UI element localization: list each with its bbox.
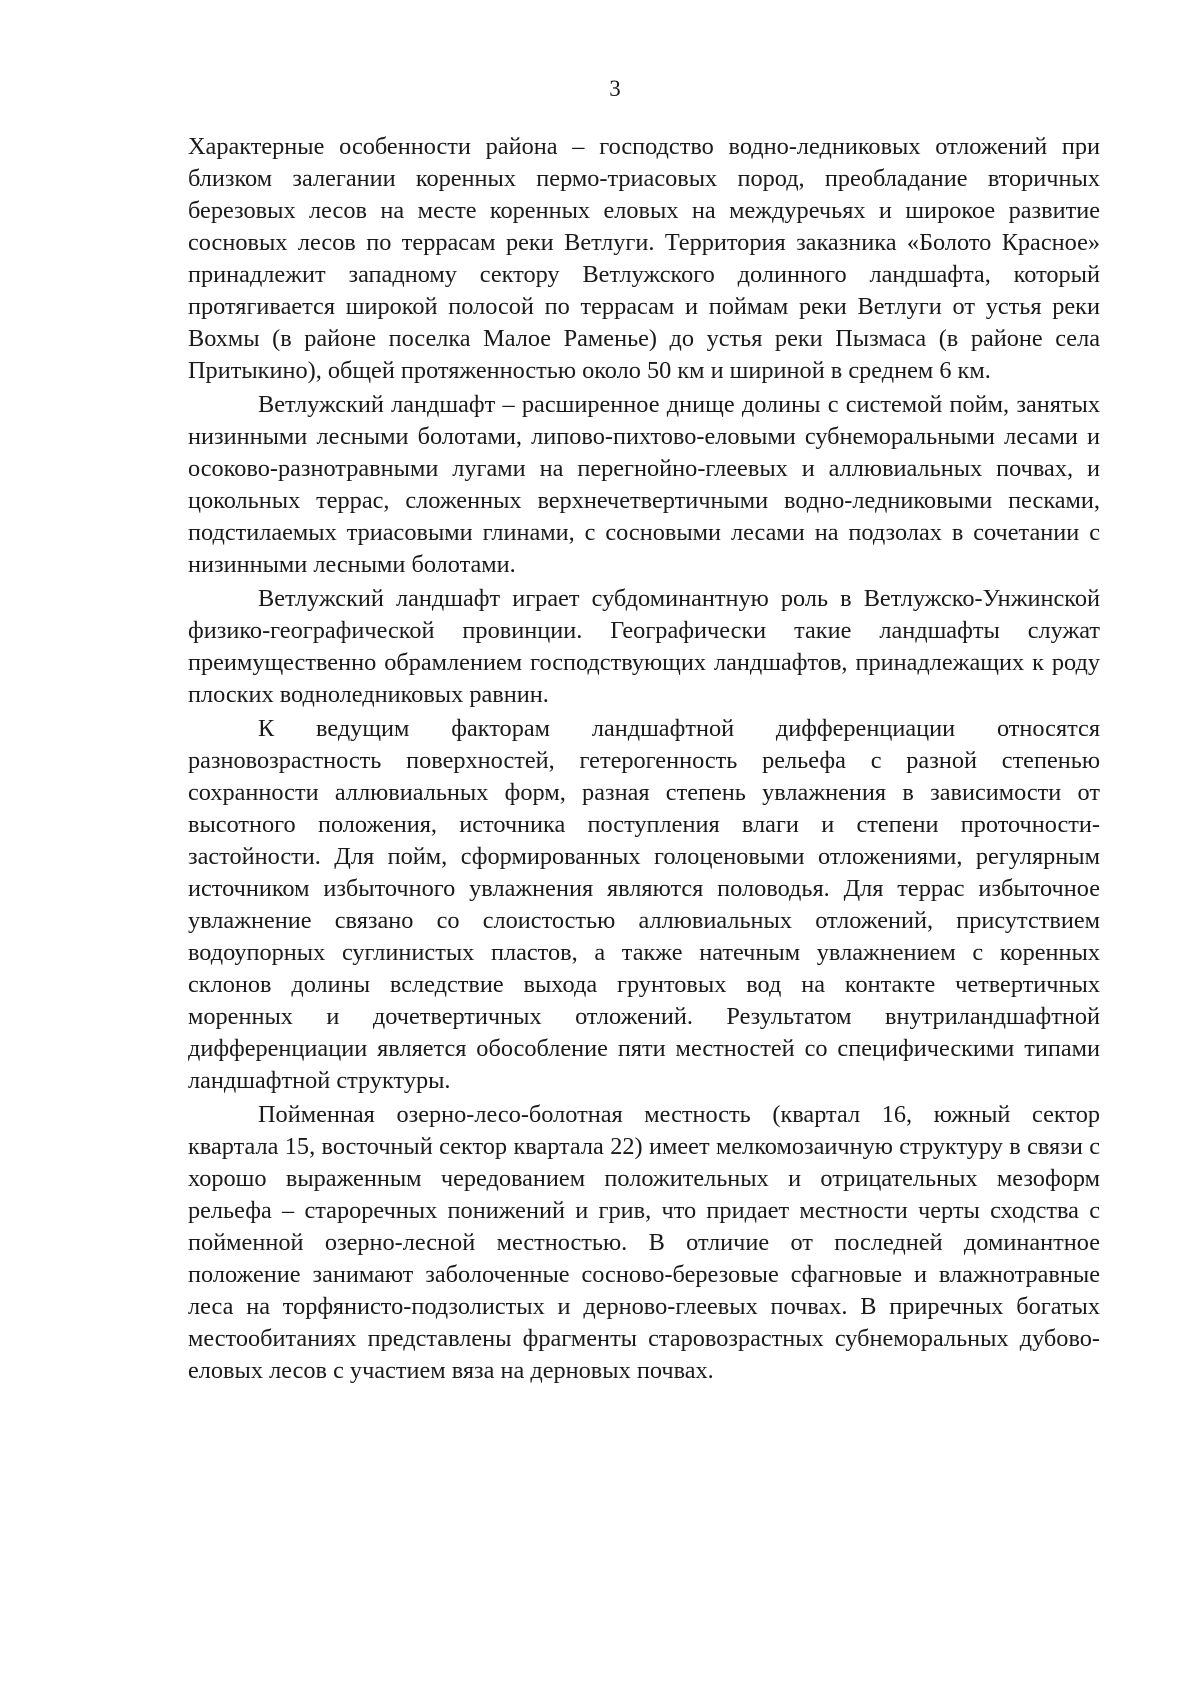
paragraph-floodplain-locality: Пойменная озерно-лесо-болотная местность (квартал 16, южный сектор квартала 15, восточный сектор квартала 22) имеет мелкомозаичную структуру в связи с хорошо выраженным чередованием положительных и отрицательных мезоформ рельефа – старoречных понижений и грив, что придает местности черты сходства с пойменной озерно-лесной местностью. В отличие от последней доминантное положение занимают заболоченные сосново-березовые сфагновые и влажнотравные леса на торфянисто-подзолистых и дерново-глеевых почвах. В приречных богатых местообитаниях представлены фрагменты старовозрастных субнеморальных дубово-еловых лесов с участием вяза на дерновых почвах. xyxy=(188,1101,1100,1384)
document-body xyxy=(188,131,1100,1387)
page-number: 3 xyxy=(609,76,621,101)
paragraph-vetluga-landscape: Ветлужский ландшафт – расширенное днище долины с системой пойм, занятых низинными лесными болотами, липово-пихтово-еловыми субнеморальными лесами и осоково-разнотравными лугами на перегнойно-глеевых и аллювиальных почвах, и цокольных террас, сложенных верхнечетвертичными водно-ледниковыми песками, подстилаемых триасовыми глинами, с сосновыми лесами на подзолах в сочетании с низинными лесными болотами. xyxy=(188,391,1100,578)
paragraph-subdominant-role: Ветлужский ландшафт играет субдоминантную роль в Ветлужско-Унжинской физико-географической провинции. Географически такие ландшафты служат преимущественно обрамлением господствующих ландшафтов, принадлежащих к роду плоских водноледниковых равнин. xyxy=(188,585,1100,708)
paragraph-differentiation-factors: К ведущим факторам ландшафтной дифференциации относятся разновозрастность поверхностей, гетерогенность рельефа с разной степенью сохранности аллювиальных форм, разная степень увлажнения в зависимости от высотного положения, источника поступления влаги и степени проточности-застойности. Для пойм, сформированных голоценовыми отложениями, регулярным источником избыточного увлажнения являются половодья. Для террас избыточное увлажнение связано со слоистостью аллювиальных отложений, присутствием водоупорных суглинистых пластов, а также натечным увлажнением с коренных склонов долины вследствие выхода грунтовых вод на контакте четвертичных моренных и дочетвертичных отложений. Результатом внутриландшафтной дифференциации является обособление пяти местностей со специфическими типами ландшафтной структуры. xyxy=(188,715,1100,1094)
paragraph-landscape-features: Характерные особенности района – господство водно-ледниковых отложений при близком залегании коренных пермо-триасовых пород, преобладание вторичных березовых лесов на месте коренных еловых на междуречьях и широкое развитие сосновых лесов по террасам реки Ветлуги. Территория заказника «Болото Красное» принадлежит западному сектору Ветлужского долинного ландшафта, который протягивается широкой полосой по террасам и поймам реки Ветлуги от устья реки Вохмы (в районе поселка Малое Раменье) до устья реки Пызмаса (в районе села Притыкино), общей протяженностью около 50 км и шириной в среднем 6 км. xyxy=(188,133,1100,384)
